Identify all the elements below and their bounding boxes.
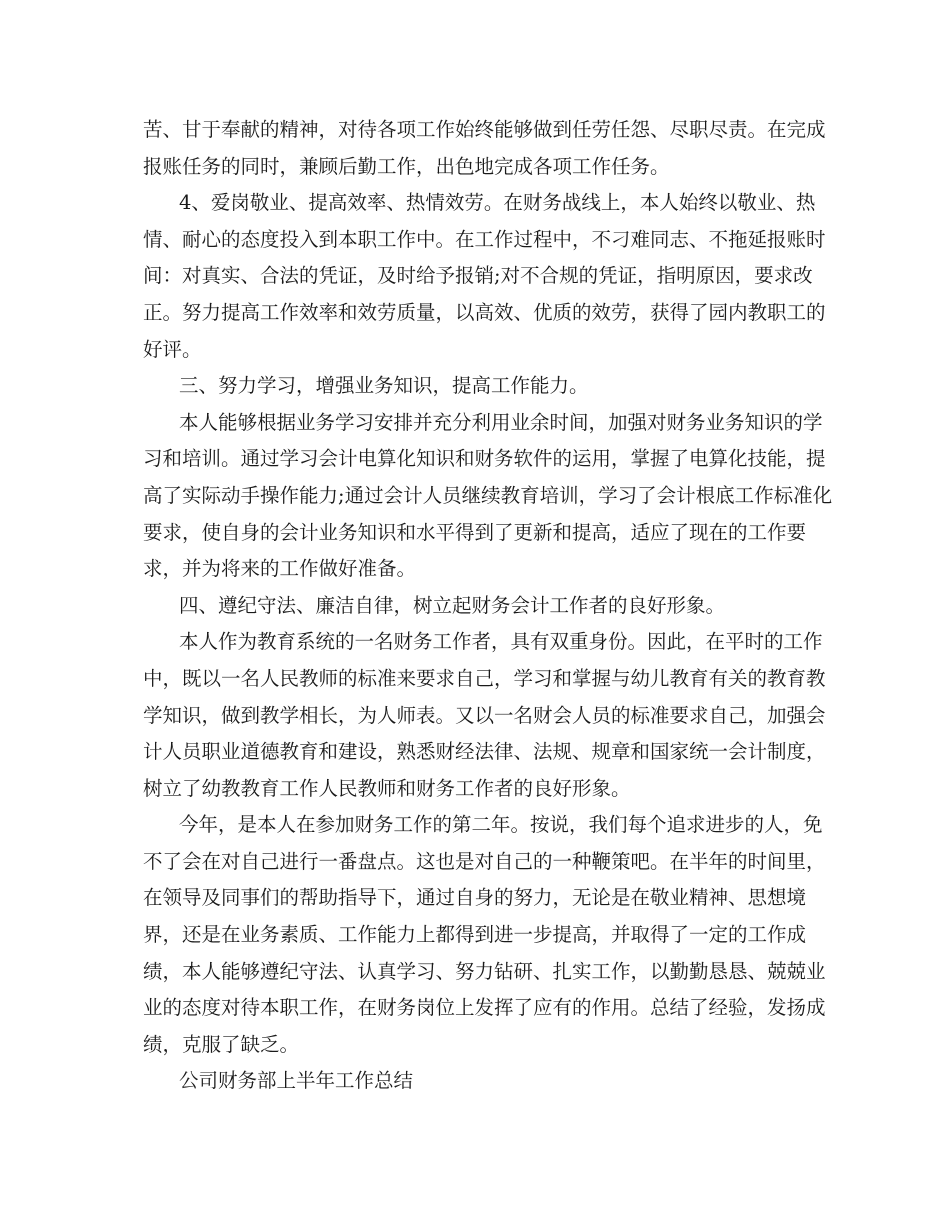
- text-line: 求，并为将来的工作做好准备。: [143, 557, 417, 581]
- paragraph-6: [143, 624, 826, 807]
- closing-title: [143, 1063, 808, 1100]
- text-line: 四、遵纪守法、廉洁自律，树立起财务会计工作者的良好形象。: [179, 593, 726, 617]
- text-line: 计人员职业道德教育和建设，熟悉财经法律、法规、规章和国家统一会计制度，: [143, 740, 826, 764]
- text-line: 正。努力提高工作效率和效劳质量，以高效、优质的效劳，获得了园内教职工的: [143, 300, 826, 324]
- paragraph-2: [143, 185, 826, 368]
- text-line: 好评。: [143, 337, 202, 361]
- text-line: 本人作为教育系统的一名财务工作者，具有双重身份。因此，在平时的工作: [179, 630, 823, 654]
- text-line: 报账任务的同时，兼顾后勤工作，出色地完成各项工作任务。: [143, 154, 670, 178]
- text-line: 要求，使自身的会计业务知识和水平得到了更新和提高，适应了现在的工作要: [143, 520, 807, 544]
- paragraph-4: [143, 405, 833, 588]
- text-line: 业的态度对待本职工作，在财务岗位上发挥了应有的作用。总结了经验，发扬成: [143, 996, 826, 1020]
- text-line: 苦、甘于奉献的精神，对待各项工作始终能够做到任劳任怨、尽职尽责。在完成: [143, 118, 826, 141]
- paragraph-1: [143, 112, 826, 185]
- text-line: 三、努力学习，增强业务知识，提高工作能力。: [179, 374, 589, 398]
- text-line: 绩，本人能够遵纪守法、认真学习、努力钻研、扎实工作，以勤勤恳恳、兢兢业: [143, 959, 826, 983]
- text-line: 界，还是在业务素质、工作能力上都得到进一步提高，并取得了一定的工作成: [143, 923, 807, 947]
- text-line: 在领导及同事们的帮助指导下，通过自身的努力，无论是在敬业精神、思想境: [143, 886, 807, 910]
- text-line: 4、爱岗敬业、提高效率、热情效劳。在财务战线上，本人始终以敬业、热: [179, 191, 816, 215]
- text-line: 不了会在对自己进行一番盘点。这也是对自己的一种鞭策吧。在半年的时间里，: [143, 849, 826, 873]
- text-line: 学知识，做到教学相长，为人师表。又以一名财会人员的标准要求自己，加强会: [143, 703, 826, 727]
- text-line: 公司财务部上半年工作总结: [179, 1069, 414, 1093]
- section-heading-3: [143, 368, 808, 405]
- text-line: 中，既以一名人民教师的标准来要求自己，学习和掌握与幼儿教育有关的教育教: [143, 666, 826, 690]
- document-body: [143, 112, 833, 1100]
- text-line: 今年，是本人在参加财务工作的第二年。按说，我们每个追求进步的人，免: [179, 813, 823, 837]
- text-line: 本人能够根据业务学习安排并充分利用业余时间，加强对财务业务知识的学: [179, 410, 823, 434]
- text-line: 习和培训。通过学习会计电算化知识和财务软件的运用，掌握了电算化技能，提: [143, 447, 826, 471]
- text-line: 高了实际动手操作能力;通过会计人员继续教育培训，学习了会计根底工作标准化: [143, 483, 833, 507]
- text-line: 树立了幼教教育工作人民教师和财务工作者的良好形象。: [143, 776, 631, 800]
- text-line: 情、耐心的态度投入到本职工作中。在工作过程中，不刁难同志、不拖延报账时: [143, 227, 826, 251]
- text-line: 间：对真实、合法的凭证，及时给予报销;对不合规的凭证，指明原因，要求改: [143, 264, 813, 288]
- section-heading-4: [143, 588, 808, 625]
- paragraph-7: [143, 807, 826, 1063]
- text-line: 绩，克服了缺乏。: [143, 1032, 300, 1056]
